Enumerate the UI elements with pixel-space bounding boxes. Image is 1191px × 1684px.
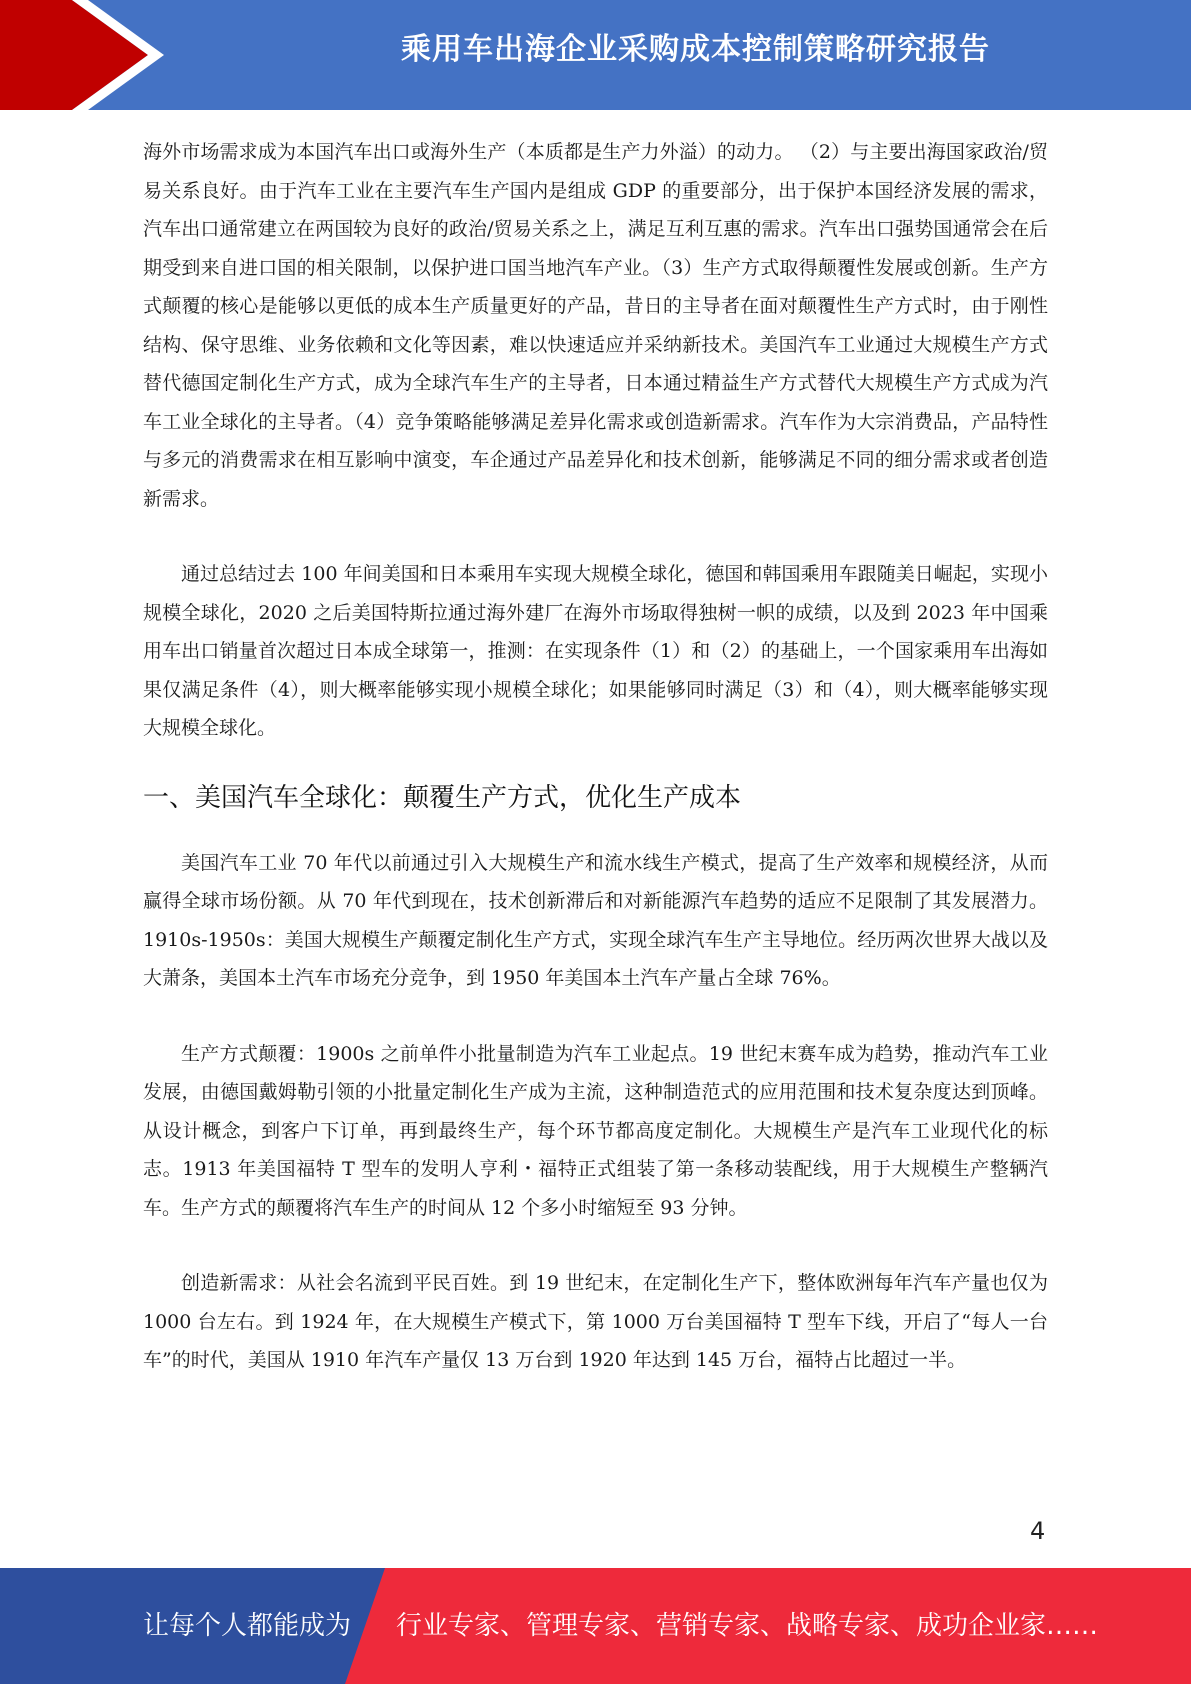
body-paragraph: 创造新需求：从社会名流到平民百姓。到 19 世纪末，在定制化生产下，整体欧洲每年汽车产量也仅为 1000 台左右。到 1924 年，在大规模生产模式下，第 1000 万台美国福特 T 型车下线，开启了“每人一台车”的时代，美国从 1910 年汽车产量仅 13 万台到 1920 年达到 145 万台，福特占比超过一半。 xyxy=(143,1272,1048,1371)
footer-slogan-left: 让每个人都能成为 xyxy=(143,1611,352,1641)
document-body xyxy=(143,133,1048,1380)
page-footer xyxy=(0,1568,1191,1684)
page-header xyxy=(0,0,1191,110)
section-heading: 一、美国汽车全球化：颠覆生产方式，优化生产成本 xyxy=(143,782,742,813)
body-paragraph: 生产方式颠覆：1900s 之前单件小批量制造为汽车工业起点。19 世纪末赛车成为趋势，推动汽车工业发展，由德国戴姆勒引领的小批量定制化生产成为主流，这种制造范式的应用范围和技术复杂度达到顶峰。从设计概念，到客户下订单，再到最终生产，每个环节都高度定制化。大规模生产是汽车工业现代化的标志。1913 年美国福特 T 型车的发明人亨利・福特正式组装了第一条移动装配线，用于大规模生产整辆汽车。生产方式的颠覆将汽车生产的时间从 12 个多小时缩短至 93 分钟。 xyxy=(143,1042,1048,1219)
page-number: 4 xyxy=(1030,1517,1046,1545)
paragraph-spacer xyxy=(143,818,1048,844)
paragraph-spacer xyxy=(143,518,1048,555)
report-title: 乘用车出海企业采购成本控制策略研究报告 xyxy=(401,32,990,67)
body-paragraph: 美国汽车工业 70 年代以前通过引入大规模生产和流水线生产模式，提高了生产效率和规模经济，从而赢得全球市场份额。从 70 年代到现在，技术创新滞后和对新能源汽车趋势的适应不足限制了其发展潜力。1910s-1950s：美国大规模生产颠覆定制化生产方式，实现全球汽车生产主导地位。经历两次世界大战以及大萧条，美国本土汽车市场充分竞争，到 1950 年美国本土汽车产量占全球 76%。 xyxy=(143,851,1048,989)
body-paragraph: 通过总结过去 100 年间美国和日本乘用车实现大规模全球化，德国和韩国乘用车跟随美日崛起，实现小规模全球化，2020 之后美国特斯拉通过海外建厂在海外市场取得独树一帜的成绩，以及到 2023 年中国乘用车出口销量首次超过日本成全球第一，推测：在实现条件（1）和（2）的基础上，一个国家乘用车出海如果仅满足条件（4），则大概率能够实现小规模全球化；如果能够同时满足（3）和（4），则大概率能够实现大规模全球化。 xyxy=(143,563,1048,739)
footer-slogan-right: 行业专家、管理专家、营销专家、战略专家、成功企业家…… xyxy=(396,1611,1099,1641)
paragraph-spacer xyxy=(143,998,1048,1035)
paragraph-spacer xyxy=(143,748,1048,774)
body-paragraph: 海外市场需求成为本国汽车出口或海外生产（本质都是生产力外溢）的动力。 （2）与主要出海国家政治/贸易关系良好。由于汽车工业在主要汽车生产国内是组成 GDP 的重要部分，出于保护本国经济发展的需求，汽车出口通常建立在两国较为良好的政治/贸易关系之上，满足互利互惠的需求。汽车出口强势国通常会在后期受到来自进口国的相关限制，以保护进口国当地汽车产业。（3）生产方式取得颠覆性发展或创新。生产方式颠覆的核心是能够以更低的成本生产质量更好的产品，昔日的主导者在面对颠覆性生产方式时，由于刚性结构、保守思维、业务依赖和文化等因素，难以快速适应并采纳新技术。美国汽车工业通过大规模生产方式替代德国定制化生产方式，成为全球汽车生产的主导者，日本通过精益生产方式替代大规模生产方式成为汽车工业全球化的主导者。（4）竞争策略能够满足差异化需求或创造新需求。汽车作为大宗消费品，产品特性与多元的消费需求在相互影响中演变，车企通过产品差异化和技术创新，能够满足不同的细分需求或者创造新需求。 xyxy=(143,141,1048,510)
paragraph-spacer xyxy=(143,1227,1048,1264)
